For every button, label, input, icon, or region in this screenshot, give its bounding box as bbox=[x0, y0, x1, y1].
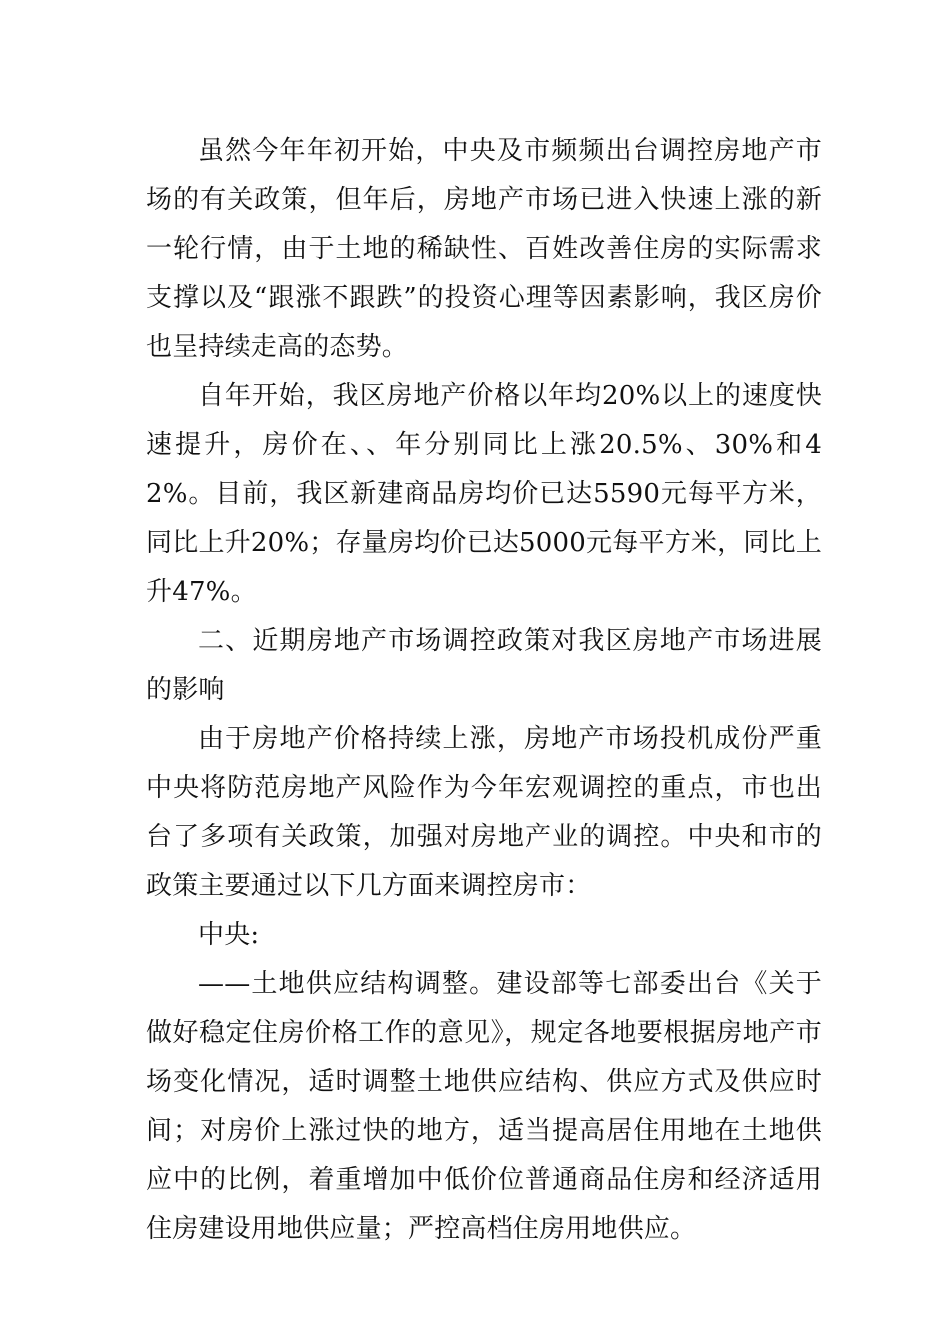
paragraph-3: 由于房地产价格持续上涨，房地产市场投机成份严重中央将防范房地产风险作为今年宏观调控的重点，市也出台了多项有关政策，加强对房地产业的调控。中央和市的政策主要通过以下几方面来调控房市： bbox=[146, 724, 822, 901]
section-heading: 二、近期房地产市场调控政策对我区房地产市场进展的影响 bbox=[146, 626, 822, 705]
paragraph-4: ——土地供应结构调整。建设部等七部委出台《关于做好稳定住房价格工作的意见》，规定各地要根据房地产市场变化情况，适时调整土地供应结构、供应方式及供应时间；对房价上涨过快的地方，适当提高居住用地在土地供应中的比例，着重增加中低价位普通商品住房和经济适用住房建设用地供应量；严控高档住房用地供应。 bbox=[146, 969, 822, 1244]
paragraph-1: 虽然今年年初开始，中央及市频频出台调控房地产市场的有关政策，但年后，房地产市场已进入快速上涨的新一轮行情，由于土地的稀缺性、百姓改善住房的实际需求支撑以及“跟涨不跟跌”的投资心理等因素影响，我区房价也呈持续走高的态势。 bbox=[146, 136, 822, 362]
document-body bbox=[146, 127, 822, 1254]
paragraph-2: 自年开始，我区房地产价格以年均20%以上的速度快速提升，房价在、、年分别同比上涨20.5%、30%和42%。目前，我区新建商品房均价已达5590元每平方米，同比上升20%；存量房均价已达5000元每平方米，同比上升47%。 bbox=[146, 381, 822, 607]
subheading-central: 中央: bbox=[198, 920, 260, 950]
